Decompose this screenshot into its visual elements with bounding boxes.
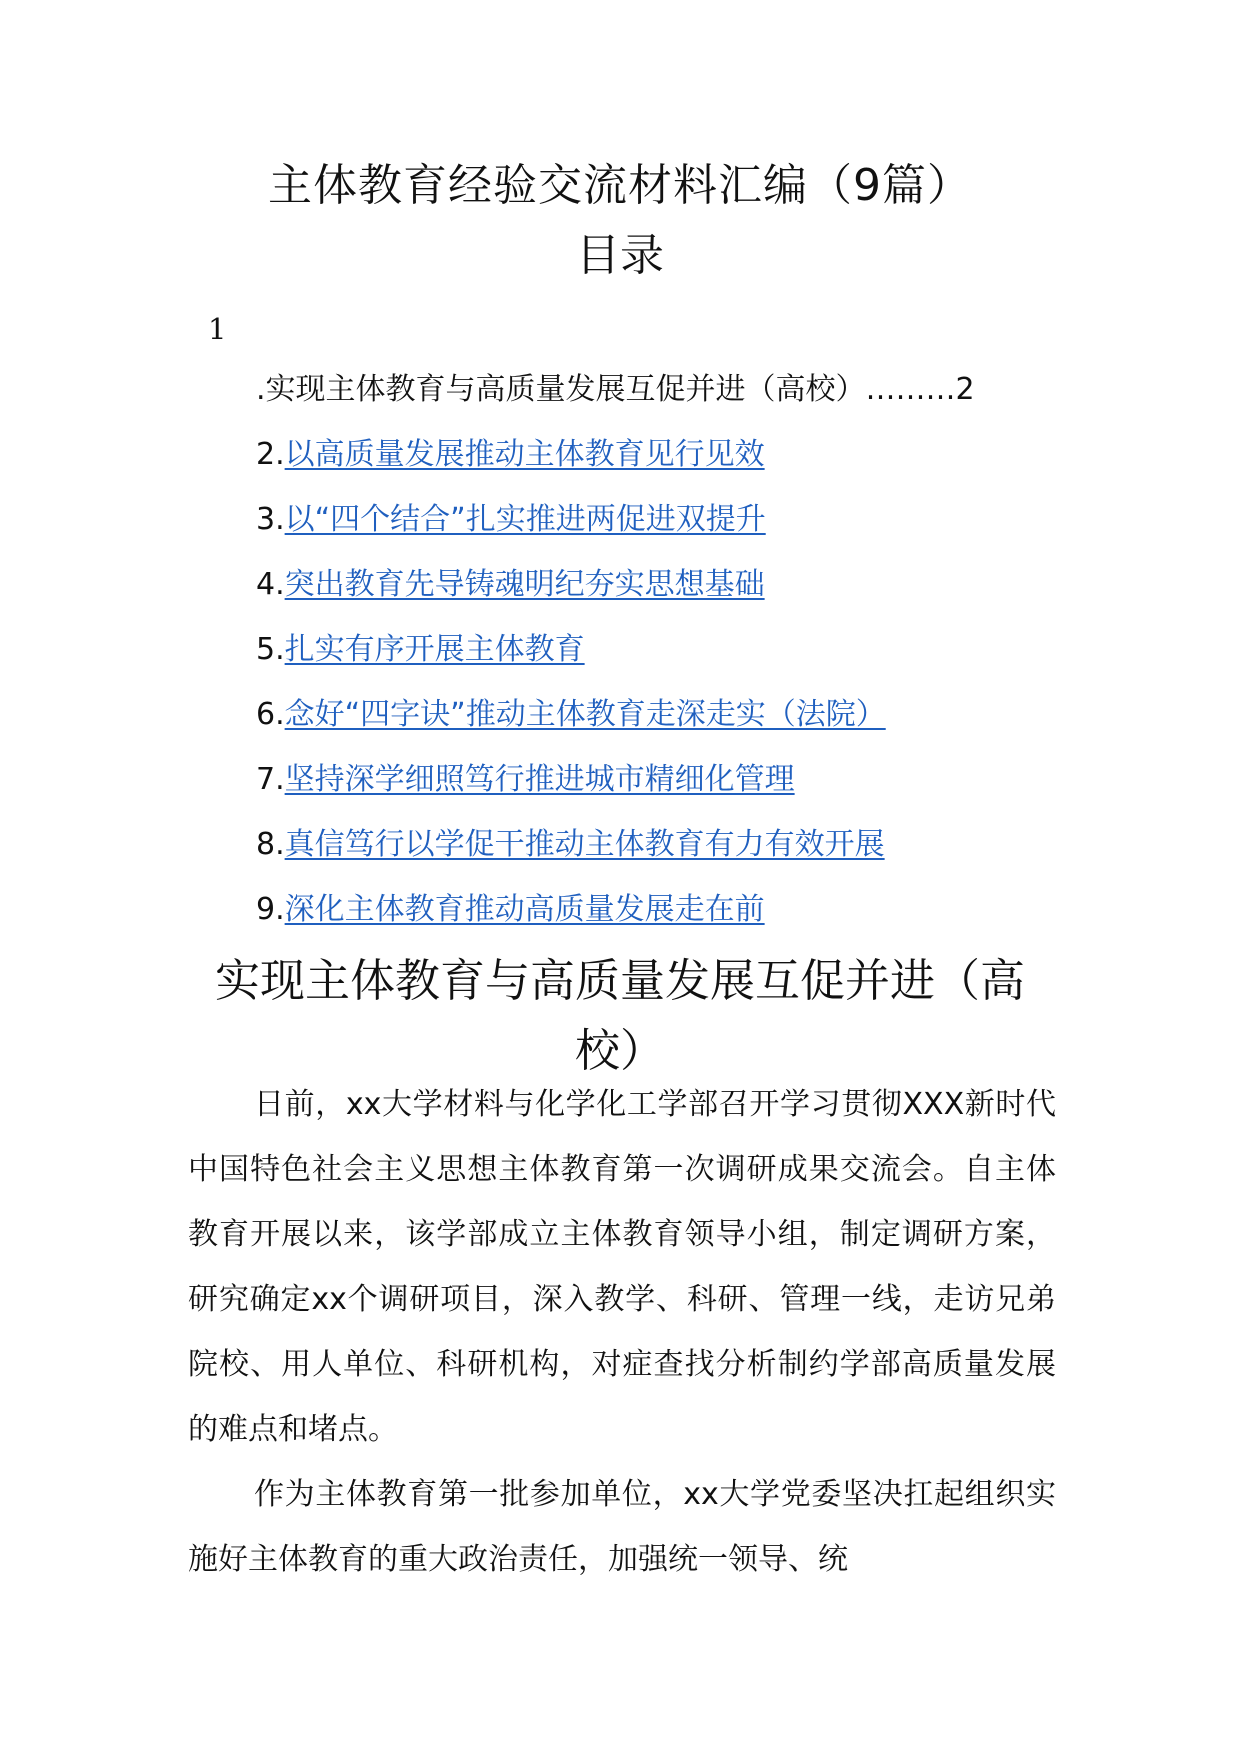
toc-item-7: [256, 758, 1056, 823]
section-title: 实现主体教育与高质量发展互促并进（高校）: [214, 954, 1025, 1077]
toc-item-2: [256, 433, 1056, 498]
toc-link-5[interactable]: 扎实有序开展主体教育: [284, 632, 585, 667]
body-paragraph-2: 作为主体教育第一批参加单位，xx大学党委坚决扛起组织实施好主体教育的重大政治责任，加强统一领导、统: [188, 1477, 1056, 1577]
document-title: 主体教育经验交流材料汇编（9篇）: [268, 160, 972, 211]
toc-item-6: [256, 693, 1056, 758]
toc-link-4[interactable]: 突出教育先导铸魂明纪夯实思想基础: [284, 567, 765, 602]
toc-link-6[interactable]: 念好“四字诀”推动主体教育走深走实（法院）: [284, 697, 886, 732]
toc-link-2[interactable]: 以高质量发展推动主体教育见行见效: [284, 437, 765, 472]
toc-item-number: 9.: [256, 892, 285, 927]
toc-item-number: 3.: [256, 502, 285, 537]
toc-link-9[interactable]: 深化主体教育推动高质量发展走在前: [284, 892, 765, 927]
table-of-contents: [256, 368, 1056, 953]
toc-link-7[interactable]: 坚持深学细照笃行推进城市精细化管理: [284, 762, 795, 797]
toc-item-1: [256, 368, 1056, 433]
toc-item-text: .实现主体教育与高质量发展互促并进（高校）………2: [256, 372, 975, 407]
toc-item-number: 4.: [256, 567, 285, 602]
toc-prefix-number: 1: [208, 312, 227, 346]
toc-item-5: [256, 628, 1056, 693]
toc-link-3[interactable]: 以“四个结合”扎实推进两促进双提升: [284, 502, 766, 537]
toc-item-number: 7.: [256, 762, 285, 797]
body-paragraph-1: 日前，xx大学材料与化学化工学部召开学习贯彻XXX新时代中国特色社会主义思想主体教育第一次调研成果交流会。自主体教育开展以来，该学部成立主体教育领导小组，制定调研方案，研究确定xx个调研项目，深入教学、科研、管理一线，走访兄弟院校、用人单位、科研机构，对症查找分析制约学部高质量发展的难点和堵点。: [188, 1087, 1056, 1447]
toc-item-number: 2.: [256, 437, 285, 472]
toc-item-4: [256, 563, 1056, 628]
toc-heading: 目录: [576, 230, 664, 281]
toc-item-8: [256, 823, 1056, 888]
toc-item-9: [256, 888, 1056, 953]
toc-item-number: 8.: [256, 827, 285, 862]
toc-item-number: 5.: [256, 632, 285, 667]
toc-item-3: [256, 498, 1056, 563]
toc-link-8[interactable]: 真信笃行以学促干推动主体教育有力有效开展: [284, 827, 885, 862]
toc-item-number: 6.: [256, 697, 285, 732]
